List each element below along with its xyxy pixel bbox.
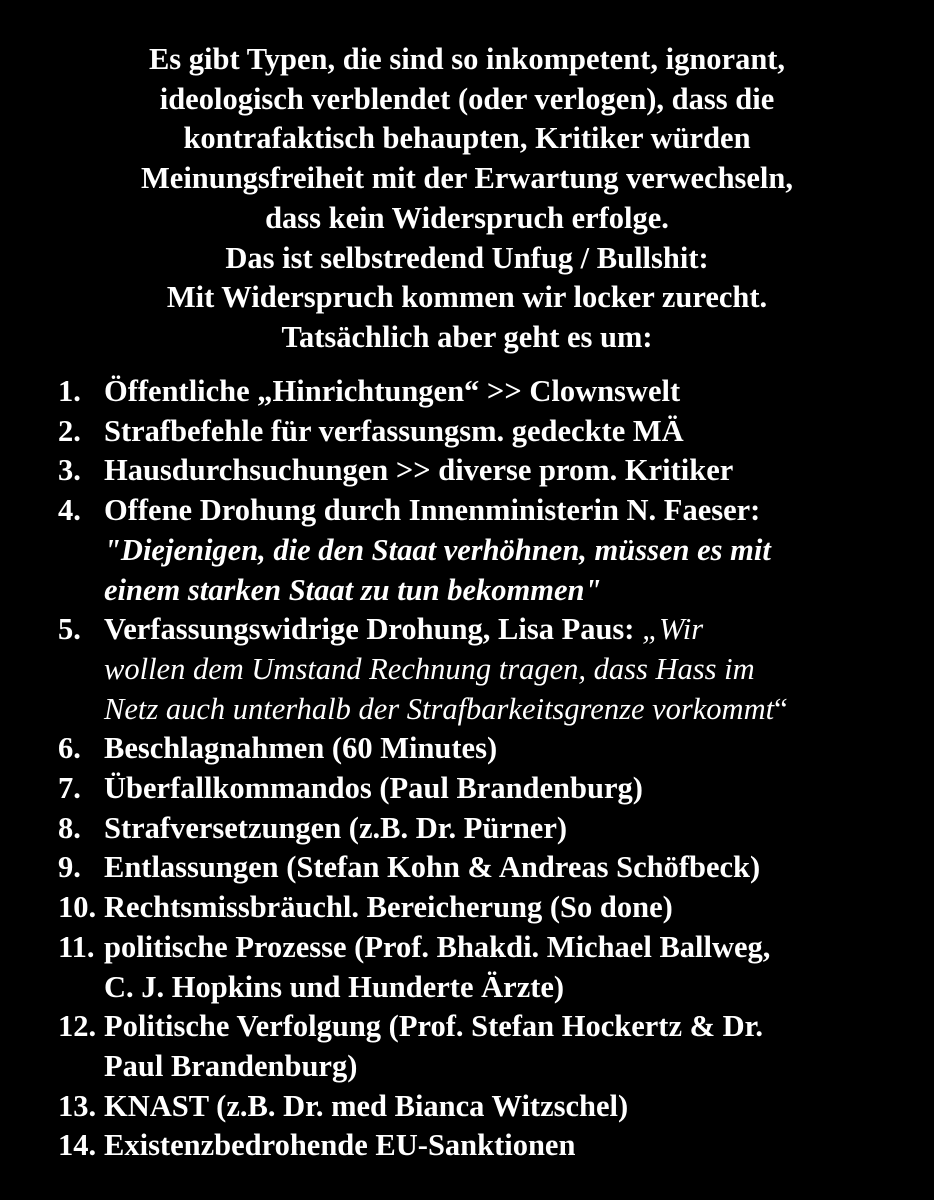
list-item-number: 12. bbox=[58, 1009, 97, 1044]
list-item-number: 4. bbox=[58, 493, 81, 528]
intro-line: Mit Widerspruch kommen wir locker zurecht. bbox=[166, 280, 768, 315]
list-item-number: 7. bbox=[58, 771, 81, 806]
numbered-list bbox=[58, 372, 928, 1166]
intro-line: Tatsächlich aber geht es um: bbox=[281, 319, 653, 354]
list-item-number: 6. bbox=[58, 731, 81, 766]
list-item bbox=[58, 412, 928, 452]
list-item-text: KNAST (z.B. Dr. med Bianca Witzschel) bbox=[104, 1088, 629, 1123]
quote-text: Netz auch unterhalb der Strafbarkeitsgrenze vorkommt bbox=[104, 691, 775, 726]
list-item-text: Hausdurchsuchungen >> diverse prom. Kritiker bbox=[104, 453, 734, 488]
list-item-text: Entlassungen (Stefan Kohn & Andreas Schöfbeck) bbox=[104, 850, 761, 885]
list-item-text: Existenzbedrohende EU-Sanktionen bbox=[104, 1128, 576, 1163]
quote-text: einem starken Staat zu tun bekommen" bbox=[104, 572, 602, 607]
intro-line: kontrafaktisch behaupten, Kritiker würden bbox=[183, 121, 751, 156]
list-item bbox=[58, 769, 928, 809]
quote-text: "Diejenigen, die den Staat verhöhnen, müssen es mit bbox=[104, 532, 771, 567]
list-item bbox=[58, 848, 928, 888]
list-item-text: Überfallkommandos (Paul Brandenburg) bbox=[104, 771, 643, 806]
list-item-text: Strafbefehle für verfassungsm. gedeckte MÄ bbox=[104, 413, 684, 448]
intro-line: Es gibt Typen, die sind so inkompetent, ignorant, bbox=[148, 42, 786, 76]
list-item bbox=[58, 610, 928, 729]
quote-text: wollen dem Umstand Rechnung tragen, dass Hass im bbox=[104, 651, 755, 686]
list-item-text: Offene Drohung durch Innenministerin N. Faeser: bbox=[104, 493, 761, 528]
list-item bbox=[58, 928, 928, 1007]
quote-close: “ bbox=[774, 691, 788, 726]
list-item bbox=[58, 888, 928, 928]
list-item-text: Rechtsmissbräuchl. Bereicherung (So done) bbox=[104, 890, 673, 925]
list-item-number: 1. bbox=[58, 374, 81, 408]
list-item bbox=[58, 451, 928, 491]
list-item-text: politische Prozesse (Prof. Bhakdi. Michael Ballweg, bbox=[104, 929, 771, 964]
list-item-text: Strafversetzungen (z.B. Dr. Pürner) bbox=[104, 810, 568, 845]
list-item-number: 8. bbox=[58, 810, 81, 845]
intro-paragraph bbox=[40, 40, 894, 358]
list-item-text: Paul Brandenburg) bbox=[104, 1048, 358, 1083]
list-item-text: Politische Verfolgung (Prof. Stefan Hockertz & Dr. bbox=[104, 1009, 764, 1044]
list-item bbox=[58, 1126, 928, 1166]
list-item-number: 3. bbox=[58, 453, 81, 488]
list-item-number: 5. bbox=[58, 612, 81, 647]
list-item bbox=[58, 729, 928, 769]
list-item-text: C. J. Hopkins und Hunderte Ärzte) bbox=[104, 969, 565, 1004]
list-item-number: 2. bbox=[58, 413, 81, 448]
list-item bbox=[58, 491, 928, 610]
list-item bbox=[58, 809, 928, 849]
list-item-text: Öffentliche „Hinrichtungen“ >> Clownswelt bbox=[104, 374, 681, 408]
list-item bbox=[58, 372, 928, 412]
list-item bbox=[58, 1087, 928, 1127]
list-item bbox=[58, 1007, 928, 1086]
list-item-text: Beschlagnahmen (60 Minutes) bbox=[104, 731, 498, 766]
list-item-number: 10. bbox=[58, 890, 97, 925]
quote-text: „Wir bbox=[642, 612, 704, 647]
intro-line: dass kein Widerspruch erfolge. bbox=[265, 200, 669, 235]
list-item-number: 14. bbox=[58, 1128, 97, 1163]
list-item-number: 13. bbox=[58, 1088, 97, 1123]
intro-line: Das ist selbstredend Unfug / Bullshit: bbox=[225, 240, 709, 275]
intro-line: Meinungsfreiheit mit der Erwartung verwechseln, bbox=[141, 161, 793, 196]
list-item-number: 11. bbox=[58, 929, 95, 964]
list-item-number: 9. bbox=[58, 850, 81, 885]
list-item-text: Verfassungswidrige Drohung, Lisa Paus: bbox=[104, 612, 643, 647]
intro-line: ideologisch verblendet (oder verlogen), dass die bbox=[159, 81, 775, 116]
